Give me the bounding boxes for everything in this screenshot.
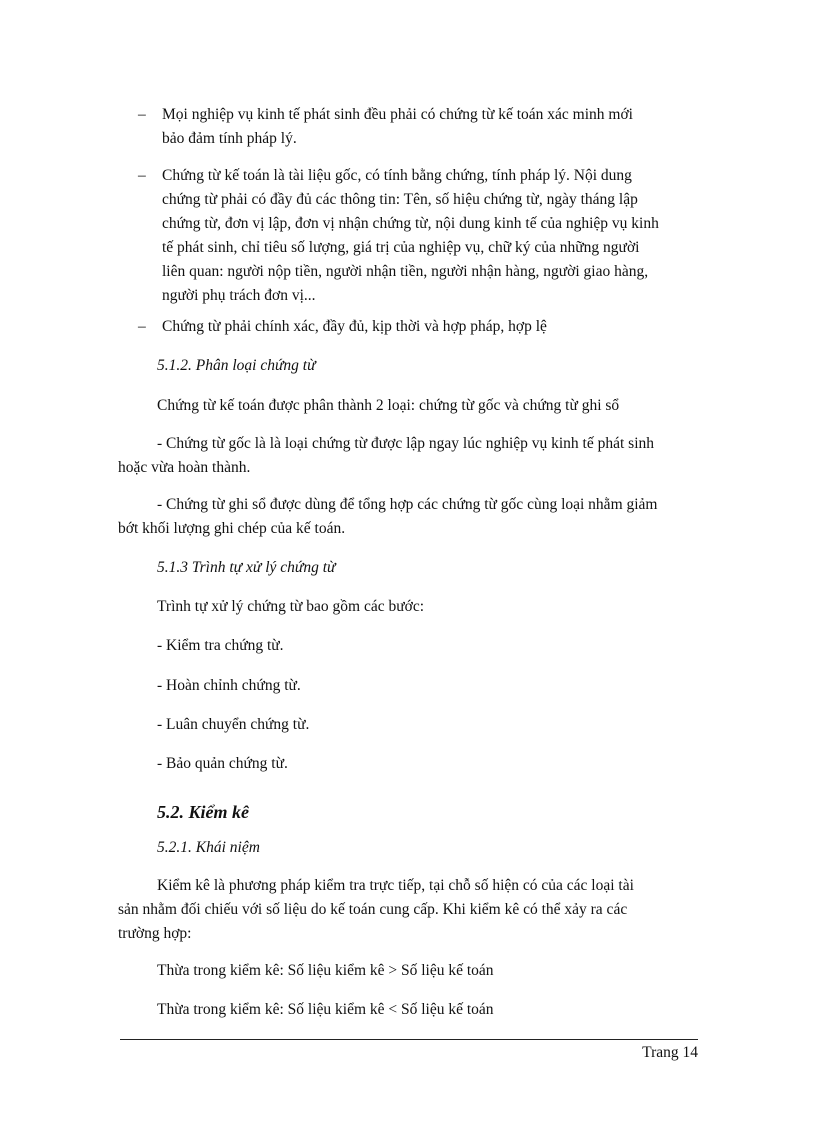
bullet-dash: – [138, 106, 146, 123]
ledger-voucher-line-1: - Chứng từ ghi sổ được dùng để tổng hợp các chứng từ gốc cùng loại nhằm giảm [157, 496, 658, 513]
ledger-voucher-line-2: bớt khối lượng ghi chép của kế toán. [118, 520, 346, 537]
inventory-para-line-1: Kiểm kê là phương pháp kiểm tra trực tiếp, tại chỗ số hiện có của các loại tài [157, 877, 634, 894]
bullet-item-3 [138, 315, 700, 339]
bullet-item-1 [138, 103, 700, 151]
process-intro: Trình tự xử lý chứng từ bao gồm các bước: [157, 598, 425, 615]
inventory-para-line-3: trường hợp: [118, 925, 192, 942]
bullet-line: liên quan: người nộp tiền, người nhận tiền, người nhận hàng, người giao hàng, [162, 263, 649, 280]
bullet-dash: – [138, 318, 146, 335]
bullet-line: Mọi nghiệp vụ kinh tế phát sinh đều phải có chứng từ kế toán xác minh mới [162, 106, 633, 123]
inventory-para-line-2: sản nhằm đối chiếu với số liệu do kế toán cung cấp. Khi kiểm kê có thể xảy ra các [118, 901, 628, 918]
section-title-5-2-1: 5.2.1. Khái niệm [157, 839, 260, 856]
inventory-case-1: Thừa trong kiểm kê: Số liệu kiểm kê > Số liệu kế toán [157, 962, 494, 979]
bullet-line: Chứng từ kế toán là tài liệu gốc, có tính bằng chứng, tính pháp lý. Nội dung [162, 167, 632, 184]
section-title-5-1-2: 5.1.2. Phân loại chứng từ [157, 357, 316, 374]
process-step: - Kiểm tra chứng từ. [157, 637, 284, 654]
bullet-line: bảo đảm tính pháp lý. [162, 130, 297, 147]
bullet-item-2 [138, 164, 700, 308]
section-title-5-1-3: 5.1.3 Trình tự xử lý chứng từ [157, 559, 336, 576]
bullet-dash: – [138, 167, 146, 184]
bullet-line: Chứng từ phải chính xác, đầy đủ, kịp thời và hợp pháp, hợp lệ [162, 318, 547, 335]
bullet-line: chứng từ phải có đầy đủ các thông tin: Tên, số hiệu chứng từ, ngày tháng lập [162, 191, 638, 208]
original-voucher-line-2: hoặc vừa hoàn thành. [118, 459, 251, 476]
process-step: - Hoàn chỉnh chứng từ. [157, 677, 301, 694]
original-voucher-line-1: - Chứng từ gốc là là loại chứng từ được lập ngay lúc nghiệp vụ kinh tế phát sinh [157, 435, 655, 452]
bullet-line: người phụ trách đơn vị... [162, 287, 316, 304]
inventory-case-2: Thừa trong kiểm kê: Số liệu kiểm kê < Số liệu kế toán [157, 1001, 494, 1018]
section-heading-5-2: 5.2. Kiểm kê [157, 802, 249, 822]
footer-divider [120, 1039, 698, 1040]
process-step: - Bảo quản chứng từ. [157, 755, 288, 772]
process-step: - Luân chuyển chứng từ. [157, 716, 310, 733]
classification-intro: Chứng từ kế toán được phân thành 2 loại: chứng từ gốc và chứng từ ghi sổ [157, 397, 620, 414]
bullet-line: tế phát sinh, chỉ tiêu số lượng, giá trị của nghiệp vụ, chữ ký của những người [162, 239, 640, 256]
bullet-line: chứng từ, đơn vị lập, đơn vị nhận chứng từ, nội dung kinh tế của nghiệp vụ kinh [162, 215, 659, 232]
page-number: Trang 14 [642, 1044, 698, 1061]
